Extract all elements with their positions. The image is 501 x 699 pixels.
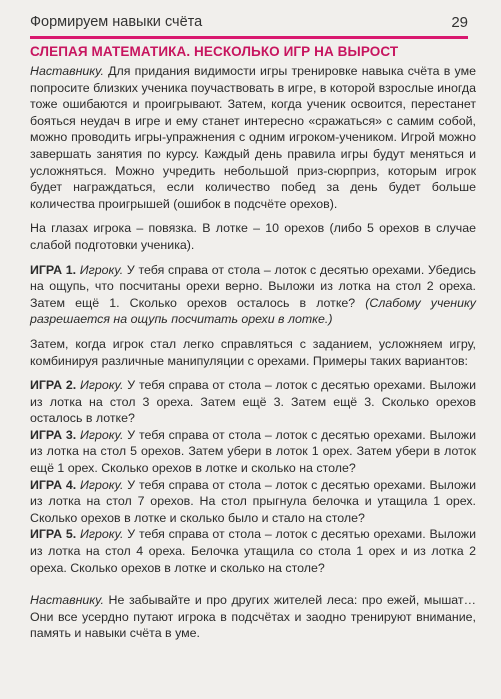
game-3-paragraph [30,427,476,477]
intro-text: Для придания видимости игры тренировке навыка счёта в уме попросите близких ученика поучаствовать в игре, в которой взрослые иногда тоже ошибаются и проигрывают. Затем, когда ученик освоится, перестанет бояться неудач в игре и ему станет интересно «сражаться» с самим собой, можно проводить игры-упражнения с одним игроком-учеником. Игрой можно завершать занятия по курсу. Каждый день правила игры будут меняться и усложняться. Можно учредить небольшой приз-сюрприз, которым игрок будет награждаться, если количество побед за день будет больше количества проигрышей (ошибок в подсчёте орехов). [30,64,476,211]
game-3-speaker: Игроку. [80,427,124,442]
page-number: 29 [451,14,468,31]
body-text [30,63,476,642]
game-3-text: У тебя справа от стола – лоток с десятью орехами. Выложи из лотка на стол 5 орехов. Затем убери в лоток 1 орех. Затем убери в лоток ещё 1 орех. Сколько орехов в лотке и сколько на столе? [30,427,476,476]
game-2-speaker: Игроку. [80,378,124,393]
intro-speaker: Наставнику. [30,64,104,78]
game-5-paragraph [30,526,476,576]
game-5-text: У тебя справа от стола – лоток с десятью орехами. Выложи из лотка на стол 4 ореха. Белочка утащила со стола 1 орех и из лотка 2 ореха. Сколько орехов в лотке и сколько на столе? [30,527,476,575]
game-1-text: У тебя справа от стола – лоток с десятью орехами. Убедись на ощупь, что посчитаны орехи верно. Выложи из лотка на стол 2 ореха. Затем ещё 1. Сколько орехов осталось в лотке? [30,262,476,310]
game-1-paragraph [30,262,476,328]
running-head: Формируем навыки счёта [30,14,203,30]
intro-paragraph [30,63,476,212]
game-3-label: ИГРА 3. [30,427,77,442]
outro-paragraph [30,592,476,642]
outro-speaker: Наставнику. [30,593,104,608]
game-1-note: (Слабому ученику разрешается на ощупь посчитать орехи в лотке.) [30,295,477,327]
outro-text: Не забывайте и про других жителей леса: про ежей, мышат… Они все усердно путают игрока в подсчётах и заодно тренируют внимание, память и навыки счёта в уме. [30,593,476,641]
setup-paragraph: На глазах игрока – повязка. В лотке – 10 орехов (либо 5 орехов в случае слабой подготовки ученика). [30,221,476,252]
game-4-paragraph [30,477,476,527]
game-4-text: У тебя справа от стола – лоток с десятью орехами. Выложи из лотка на стол 7 орехов. На стол прыгнула белочка и утащила 1 орех. Сколько орехов в лотке и сколько было и стало на столе? [30,477,476,525]
game-4-label: ИГРА 4. [30,477,77,492]
game-5-speaker: Игроку. [80,527,124,542]
game-5-label: ИГРА 5. [30,527,77,542]
game-1-speaker: Игроку. [79,262,124,277]
game-2-label: ИГРА 2. [30,378,77,393]
page-header [30,14,468,36]
game-2-paragraph [30,377,476,427]
section-title: СЛЕПАЯ МАТЕМАТИКА. НЕСКОЛЬКО ИГР НА ВЫРОСТ [30,44,399,59]
game-2-text: У тебя справа от стола – лоток с десятью орехами. Выложи из лотка на стол 3 ореха. Затем ещё 3. Затем ещё 3. Сколько орехов осталось в лотке? [30,378,476,426]
game-1-label: ИГРА 1. [30,262,77,277]
transition-paragraph: Затем, когда игрок стал легко справляться с заданием, усложняем игру, комбинируя различные манипуляции с орехами. Примеры таких вариантов: [30,336,476,368]
game-4-speaker: Игроку. [80,477,124,492]
header-rule [30,36,468,39]
